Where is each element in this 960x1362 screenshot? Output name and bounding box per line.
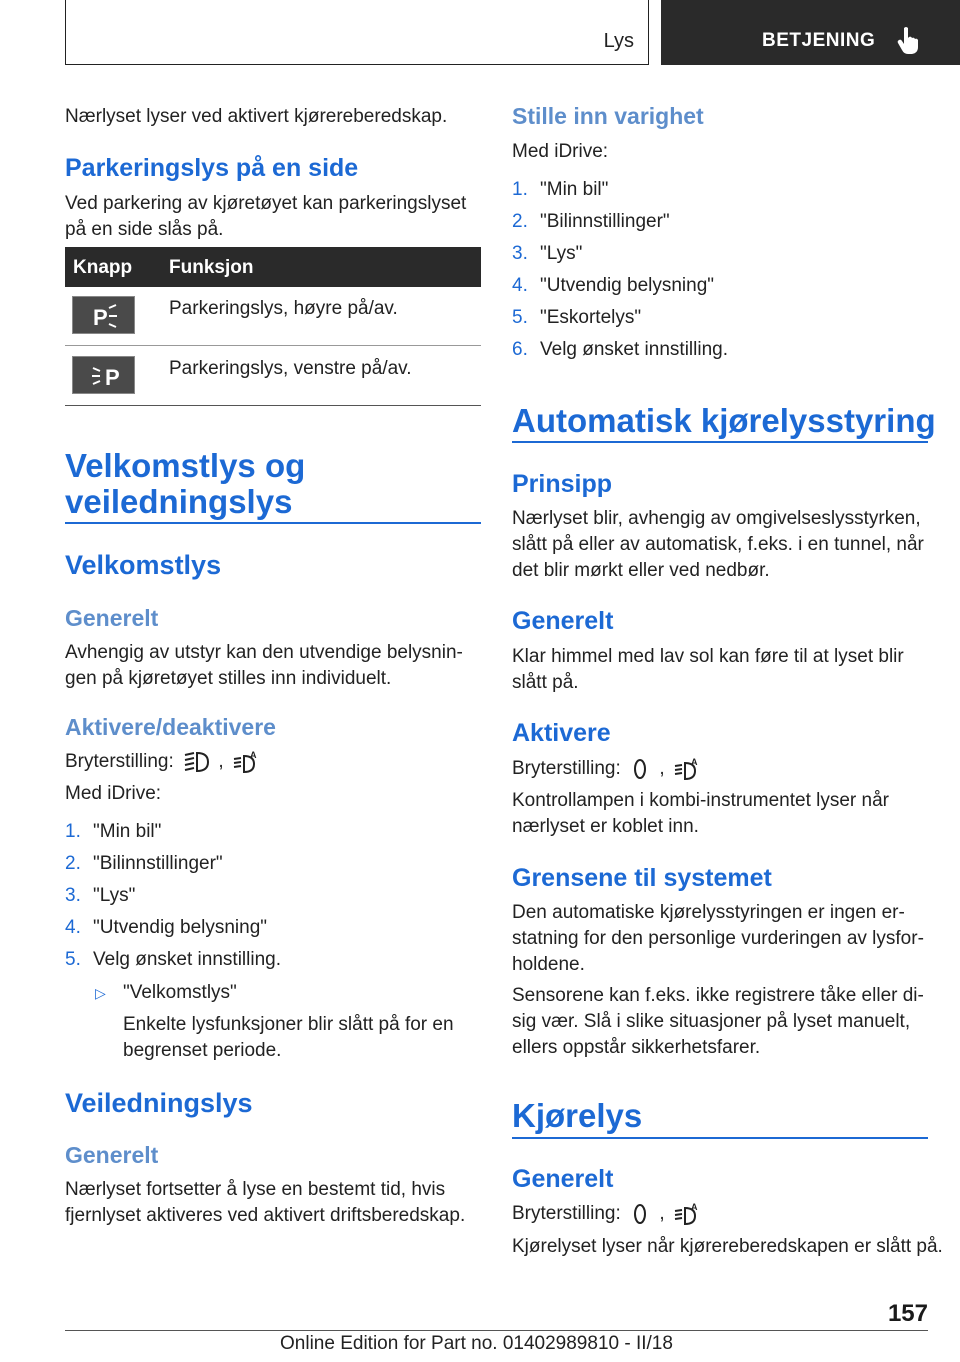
principle-text-line: det blir mørkt eller ved nedbør.: [512, 560, 770, 581]
driving-light-text: Kjørelyset lyser når kjørereberedskapen er slått på.: [512, 1236, 943, 1257]
list-item: [65, 883, 135, 909]
list-number: 1.: [512, 179, 528, 200]
parking-light-heading: Parkeringslys på en side: [65, 154, 359, 182]
parking-text-line: på en side slås på.: [65, 219, 224, 240]
general-subheading: Generelt: [65, 1142, 159, 1168]
welcome-light-subheading: Velkomstlys: [65, 550, 222, 580]
list-item: [65, 819, 161, 845]
list-item: [512, 177, 608, 203]
table-header-function: Funksjon: [169, 257, 254, 278]
list-number: 5.: [512, 307, 528, 328]
light-off-icon: [628, 757, 652, 781]
svg-text:A: A: [690, 756, 698, 767]
table-row-function: Parkeringslys, høyre på/av.: [169, 298, 398, 319]
driving-light-heading: Kjørelys: [512, 1097, 643, 1134]
activate-subheading: Aktivere: [512, 719, 611, 747]
guide-light-subheading: Veiledningslys: [65, 1088, 253, 1118]
list-item: [512, 273, 714, 299]
list-item: [65, 851, 223, 877]
list-text: Velg ønsket innstilling.: [93, 949, 281, 970]
general-text-line: Nærlyset fortsetter å lyse en bestemt tid, hvis: [65, 1179, 446, 1200]
header-section-title: Lys: [603, 30, 634, 52]
limits-text-line: Sensorene kan f.eks. ikke registrere tåke eller di-: [512, 985, 924, 1006]
hand-pointer-icon: [897, 26, 921, 54]
svg-text:A: A: [249, 749, 257, 760]
list-item: [512, 305, 641, 331]
general-subheading: Generelt: [512, 607, 614, 635]
auto-light-icon: [231, 750, 261, 774]
list-text: "Bilinnstillinger": [93, 853, 223, 874]
general-subheading: Generelt: [512, 1165, 614, 1193]
limits-text-line: Den automatiske kjørelysstyringen er ingen er-: [512, 902, 905, 923]
intro-text: Nærlyset lyser ved aktivert kjørereberedskap.: [65, 106, 448, 127]
switch-position-label: Bryterstilling:: [65, 751, 174, 772]
auto-headlight-heading: Automatisk kjørelysstyring: [512, 402, 936, 439]
general-text-line: gen på kjøretøyet stilles inn individuelt.: [65, 668, 392, 689]
heading-rule: [65, 522, 481, 524]
principle-subheading: Prinsipp: [512, 470, 613, 498]
list-number: 2.: [65, 853, 81, 874]
heading-rule: [512, 441, 928, 443]
low-beam-icon: [181, 750, 211, 774]
general-subheading: Generelt: [65, 605, 159, 631]
table-row-divider: [65, 345, 481, 346]
table-row-function: Parkeringslys, venstre på/av.: [169, 358, 412, 379]
comma-separator: ,: [218, 751, 224, 772]
list-text: "Utvendig belysning": [93, 917, 268, 938]
sub-list-item: [95, 980, 237, 1006]
switch-position-line: [512, 756, 704, 782]
list-item: [512, 209, 670, 235]
switch-position-line: [65, 749, 263, 775]
header-chapter-title: BETJENING: [762, 30, 876, 51]
limits-text-line: holdene.: [512, 954, 585, 975]
limits-text-line: statning for den personlige vurderingen av lysfor-: [512, 928, 924, 949]
svg-text:P: P: [93, 305, 108, 330]
list-item: [65, 915, 267, 941]
idrive-label: Med iDrive:: [512, 141, 609, 162]
list-number: 4.: [512, 275, 528, 296]
auto-light-icon: [672, 757, 702, 781]
idrive-label: Med iDrive:: [65, 783, 162, 804]
svg-text:P: P: [105, 365, 120, 390]
sub-list-text: "Velkomstlys": [123, 982, 237, 1003]
list-text: "Lys": [540, 243, 583, 264]
heading-rule: [512, 1137, 928, 1139]
principle-text-line: Nærlyset blir, avhengig av omgivelseslysstyrken,: [512, 508, 921, 529]
list-number: 4.: [65, 917, 81, 938]
svg-text:A: A: [690, 1201, 698, 1212]
parking-right-icon: [73, 297, 136, 335]
auto-light-icon: [672, 1202, 702, 1226]
welcome-light-heading: veiledningslys: [65, 483, 293, 520]
list-number: 3.: [65, 885, 81, 906]
list-text: "Min bil": [540, 179, 609, 200]
bullet-icon: ▷: [95, 985, 106, 1001]
limits-text-line: sig vær. Slå i slike situasjoner på lyset manuelt,: [512, 1011, 911, 1032]
header-chapter-box: [661, 0, 960, 65]
parking-left-icon: [73, 357, 136, 395]
table-header-button: Knapp: [73, 257, 133, 278]
list-item: [65, 947, 281, 973]
list-number: 6.: [512, 339, 528, 360]
welcome-light-heading: Velkomstlys og: [65, 447, 306, 484]
list-number: 2.: [512, 211, 528, 232]
switch-position-label: Bryterstilling:: [512, 1203, 621, 1224]
list-number: 1.: [65, 821, 81, 842]
light-off-icon: [628, 1202, 652, 1226]
parking-left-button-image: [72, 356, 135, 394]
comma-separator: ,: [659, 1203, 665, 1224]
list-text: Velg ønsket innstilling.: [540, 339, 728, 360]
duration-subheading: Stille inn varighet: [512, 103, 704, 129]
switch-position-label: Bryterstilling:: [512, 758, 621, 779]
list-number: 3.: [512, 243, 528, 264]
footer-edition: Online Edition for Part no. 01402989810 - II/18: [280, 1333, 673, 1354]
activate-subheading: Aktivere/deaktivere: [65, 714, 276, 740]
list-text: "Bilinnstillinger": [540, 211, 670, 232]
table-bottom-divider: [65, 405, 481, 406]
table-header: [65, 247, 481, 287]
comma-separator: ,: [659, 758, 665, 779]
general-text-line: fjernlyset aktiveres ved aktivert driftsberedskap.: [65, 1205, 466, 1226]
activate-text-line: Kontrollampen i kombi-instrumentet lyser når: [512, 790, 889, 811]
list-text: "Utvendig belysning": [540, 275, 715, 296]
list-number: 5.: [65, 949, 81, 970]
page-number: 157: [887, 1300, 928, 1327]
limits-subheading: Grensene til systemet: [512, 864, 772, 892]
general-text-line: Avhengig av utstyr kan den utvendige belysnin-: [65, 642, 463, 663]
header-section-box: [65, 0, 649, 65]
list-text: "Lys": [93, 885, 136, 906]
parking-text-line: Ved parkering av kjøretøyet kan parkeringslyset: [65, 193, 467, 214]
general-text-line: Klar himmel med lav sol kan føre til at lyset blir: [512, 646, 904, 667]
list-text: "Min bil": [93, 821, 162, 842]
parking-right-button-image: [72, 296, 135, 334]
principle-text-line: slått på eller av automatisk, f.eks. i en tunnel, når: [512, 534, 924, 555]
sub-list-description: Enkelte lysfunksjoner blir slått på for en: [123, 1014, 454, 1035]
list-item: [512, 337, 728, 363]
list-item: [512, 241, 582, 267]
list-text: "Eskortelys": [540, 307, 642, 328]
general-text-line: slått på.: [512, 672, 579, 693]
limits-text-line: ellers oppstår sikkerhetsfarer.: [512, 1037, 761, 1058]
sub-list-description: begrenset periode.: [123, 1040, 282, 1061]
activate-text-line: nærlyset er koblet inn.: [512, 816, 699, 837]
footer-rule: [65, 1330, 928, 1331]
switch-position-line: [512, 1201, 704, 1227]
